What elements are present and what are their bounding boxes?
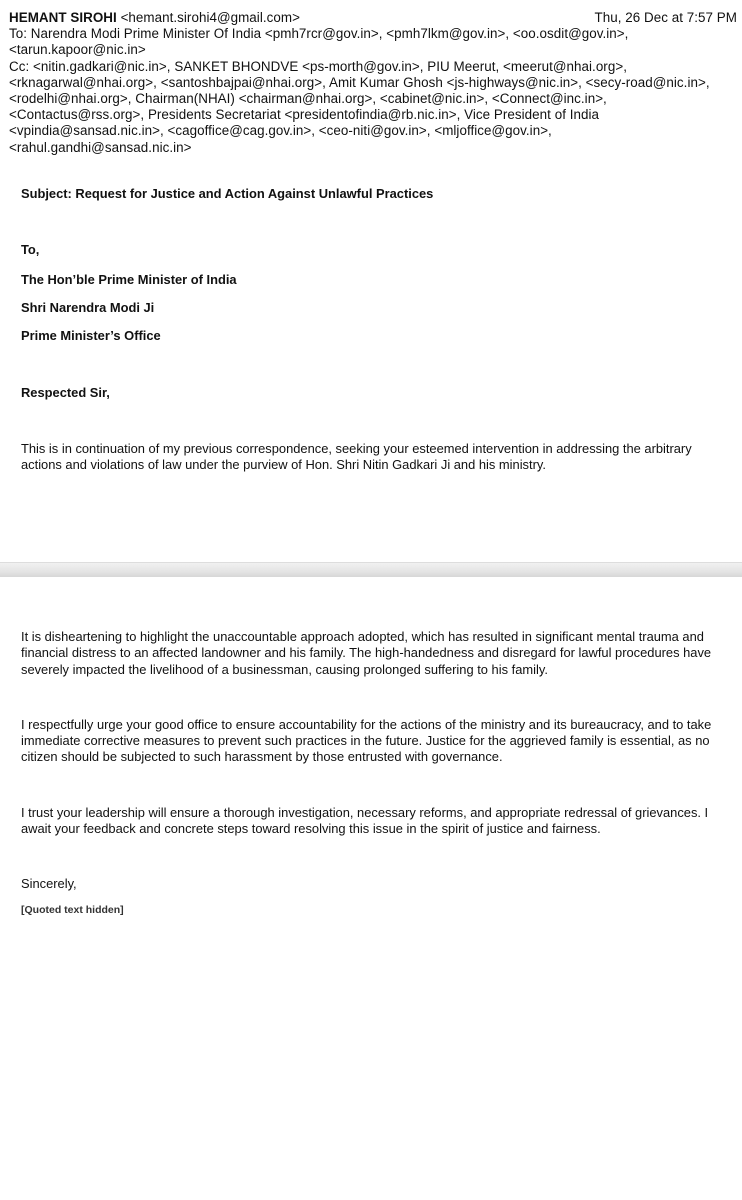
email-date: Thu, 26 Dec at 7:57 PM	[594, 10, 737, 25]
closing: Sincerely,	[21, 876, 77, 892]
to-label: To,	[21, 242, 40, 258]
recipient-name: Shri Narendra Modi Ji	[21, 299, 155, 315]
salutation: Respected Sir,	[21, 385, 110, 401]
quoted-text-hidden-link[interactable]: [Quoted text hidden]	[21, 903, 124, 916]
paragraph-1: This is in continuation of my previous correspondence, seeking your esteemed intervention in addressing the arbitrary actions and violations of law under the purview of Hon. Shri Nitin Gadkari Ji and his ministry.	[21, 440, 692, 473]
sender-email[interactable]: <hemant.sirohi4@gmail.com>	[120, 10, 300, 25]
sender-row	[9, 10, 737, 26]
paragraph-2: It is disheartening to highlight the unaccountable approach adopted, which has resulted in significant mental trauma and financial distress to an affected landowner and his family. The high-handedness and disregard for lawful procedures have severely impacted the livelihood of a businessman, causing prolonged suffering to his family.	[21, 629, 712, 677]
page-divider	[0, 562, 742, 577]
letter-body-bottom	[21, 629, 721, 918]
recipient-office: Prime Minister’s Office	[21, 328, 161, 344]
email-header	[9, 10, 737, 156]
paragraph-3: I respectfully urge your good office to ensure accountability for the actions of the ministry and its bureaucracy, and to take immediate corrective measures to prevent such practices in the future. Justice for the aggrieved family is essential, as no citizen should be subjected to such harassment by those entrusted with governance.	[21, 716, 712, 765]
to-recipients[interactable]: To: Narendra Modi Prime Minister Of India <pmh7rcr@gov.in>, <pmh7lkm@gov.in>, <oo.osdit@gov.in>, <tarun.kapoor@nic.in>	[9, 26, 629, 58]
paragraph-4: I trust your leadership will ensure a thorough investigation, necessary reforms, and appropriate redressal of grievances. I await your feedback and concrete steps toward resolving this issue in the spirit of justice and fairness.	[21, 804, 709, 837]
sender-name[interactable]: HEMANT SIROHI	[9, 10, 117, 25]
letter-body-top	[21, 186, 721, 473]
letter-subject: Subject: Request for Justice and Action Against Unlawful Practices	[21, 186, 434, 201]
cc-recipients[interactable]: Cc: <nitin.gadkari@nic.in>, SANKET BHONDVE <ps-morth@gov.in>, PIU Meerut, <meerut@nhai.org>, <rknagarwal@nhai.org>, <santoshbajpai@nhai.org>, Amit Kumar Ghosh <js-highways@nic.in>, <secy-road@nic.in>, <rodelhi@nhai.org>, Chairman(NHAI) <chairman@nhai.org>, <cabinet@nic.in>, <Connect@inc.in>, <Contactus@rss.org>, Presidents Secretariat <presidentofindia@rb.nic.in>, Vice President of India <vpindia@sansad.nic.in>, <cagoffice@cag.gov.in>, <ceo-niti@gov.in>, <mljoffice@gov.in>, <rahul.gandhi@sansad.nic.in>	[9, 58, 710, 155]
recipient-title: The Hon’ble Prime Minister of India	[21, 271, 237, 287]
